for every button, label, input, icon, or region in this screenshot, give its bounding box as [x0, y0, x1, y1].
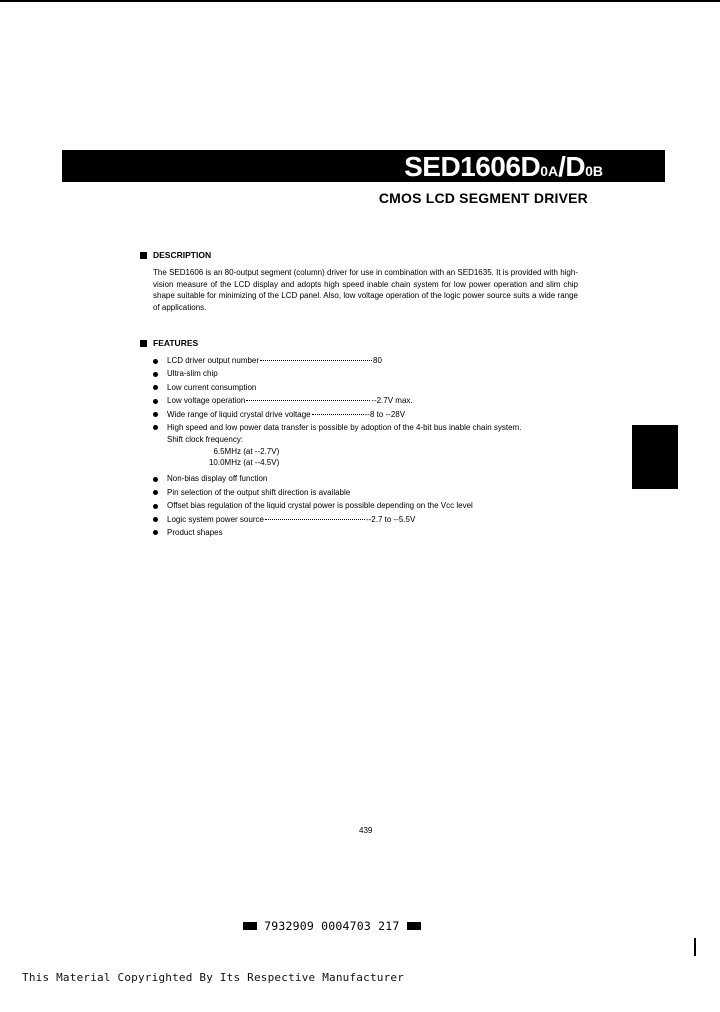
square-bullet-icon [140, 340, 147, 347]
feature-label: Low current consumption [167, 382, 257, 392]
feature-item [153, 367, 583, 380]
square-bullet-icon [140, 252, 147, 259]
page-subtitle: CMOS LCD SEGMENT DRIVER [378, 190, 588, 206]
feature-label: Offset bias regulation of the liquid crystal power is possible depending on the Vcc level [167, 501, 473, 511]
bullet-icon [153, 399, 158, 404]
features-heading-label: FEATURES [153, 338, 199, 348]
feature-item [153, 486, 583, 499]
feature-item [153, 394, 583, 407]
feature-label: Pin selection of the output shift direction is available [167, 487, 351, 497]
bullet-icon [153, 359, 158, 364]
bullet-icon [153, 412, 158, 417]
leader-dots [246, 400, 370, 401]
bullet-icon [153, 490, 158, 495]
copyright-footer: This Material Copyrighted By Its Respective Manufacturer [22, 971, 405, 984]
edge-mark [694, 938, 696, 956]
title-bar [62, 150, 665, 182]
title-sub-0a: 0A [540, 163, 559, 179]
features-heading [140, 338, 198, 348]
shift-clock-row [153, 446, 583, 457]
bullet-icon [153, 517, 158, 522]
feature-label: Logic system power source [167, 514, 264, 524]
feature-value: --8 to --28V [364, 409, 406, 419]
features-list [153, 354, 583, 539]
feature-item [153, 526, 583, 539]
feature-label: LCD driver output number [167, 356, 260, 365]
freq-value: 6.5MHz [213, 447, 241, 457]
leader-dots [312, 414, 364, 415]
freq-condition: (at --2.7V) [243, 447, 280, 457]
feature-label: High speed and low power data transfer is possible by adoption of the 4-bit bus inable chain system. [167, 422, 522, 432]
shift-clock-title: Shift clock frequency: [167, 435, 244, 445]
barcode-block-icon [243, 922, 257, 930]
page-number: 439 [359, 826, 373, 835]
feature-label: Wide range of liquid crystal drive voltage [167, 409, 311, 419]
feature-item [153, 354, 583, 367]
title-slash-d: /D [558, 151, 586, 182]
barcode-line [243, 919, 421, 933]
description-heading [140, 250, 211, 260]
feature-item [153, 408, 583, 421]
feature-label: Non-bias display off function [167, 474, 268, 484]
feature-item [153, 499, 583, 512]
feature-item [153, 421, 583, 434]
title-sub-0b: 0B [585, 163, 603, 179]
feature-label: Low voltage operation [167, 396, 246, 406]
barcode-text: 7932909 0004703 217 [264, 919, 400, 933]
leader-dots [265, 519, 365, 520]
feature-label: Ultra-slim chip [167, 369, 218, 379]
feature-label: Product shapes [167, 527, 223, 537]
freq-condition: (at --4.5V) [243, 458, 280, 468]
feature-item [153, 472, 583, 485]
bullet-icon [153, 385, 158, 390]
leader-dots [260, 360, 372, 361]
feature-item [153, 513, 583, 526]
bullet-icon [153, 477, 158, 482]
bullet-icon [153, 530, 158, 535]
freq-value: 10.0MHz [208, 458, 241, 468]
bullet-icon [153, 425, 158, 430]
barcode-block-icon [407, 922, 421, 930]
description-heading-label: DESCRIPTION [153, 250, 212, 260]
bullet-icon [153, 372, 158, 377]
feature-value: --2.7V max. [371, 396, 413, 406]
shift-clock-row [153, 457, 583, 468]
shift-clock-block [153, 434, 583, 468]
description-text: The SED1606 is an 80-output segment (column) driver for use in combination with an SED1635. It is provided with high-vision measure of the LCD display and adopts high speed inable chain system for low power operation and slim chip shape suitable for minimizing of the LCD panel. Also, low voltage operation of the logic power source suits a wide range of applications. [153, 268, 578, 312]
feature-item [153, 381, 583, 394]
top-rule [0, 0, 720, 2]
feature-value: --2.7 to --5.5V [365, 514, 416, 524]
bullet-icon [153, 504, 158, 509]
section-tab-marker [632, 425, 678, 489]
title-main: SED1606D [404, 151, 541, 182]
page-title [404, 152, 603, 186]
feature-value: 80 [373, 356, 382, 365]
